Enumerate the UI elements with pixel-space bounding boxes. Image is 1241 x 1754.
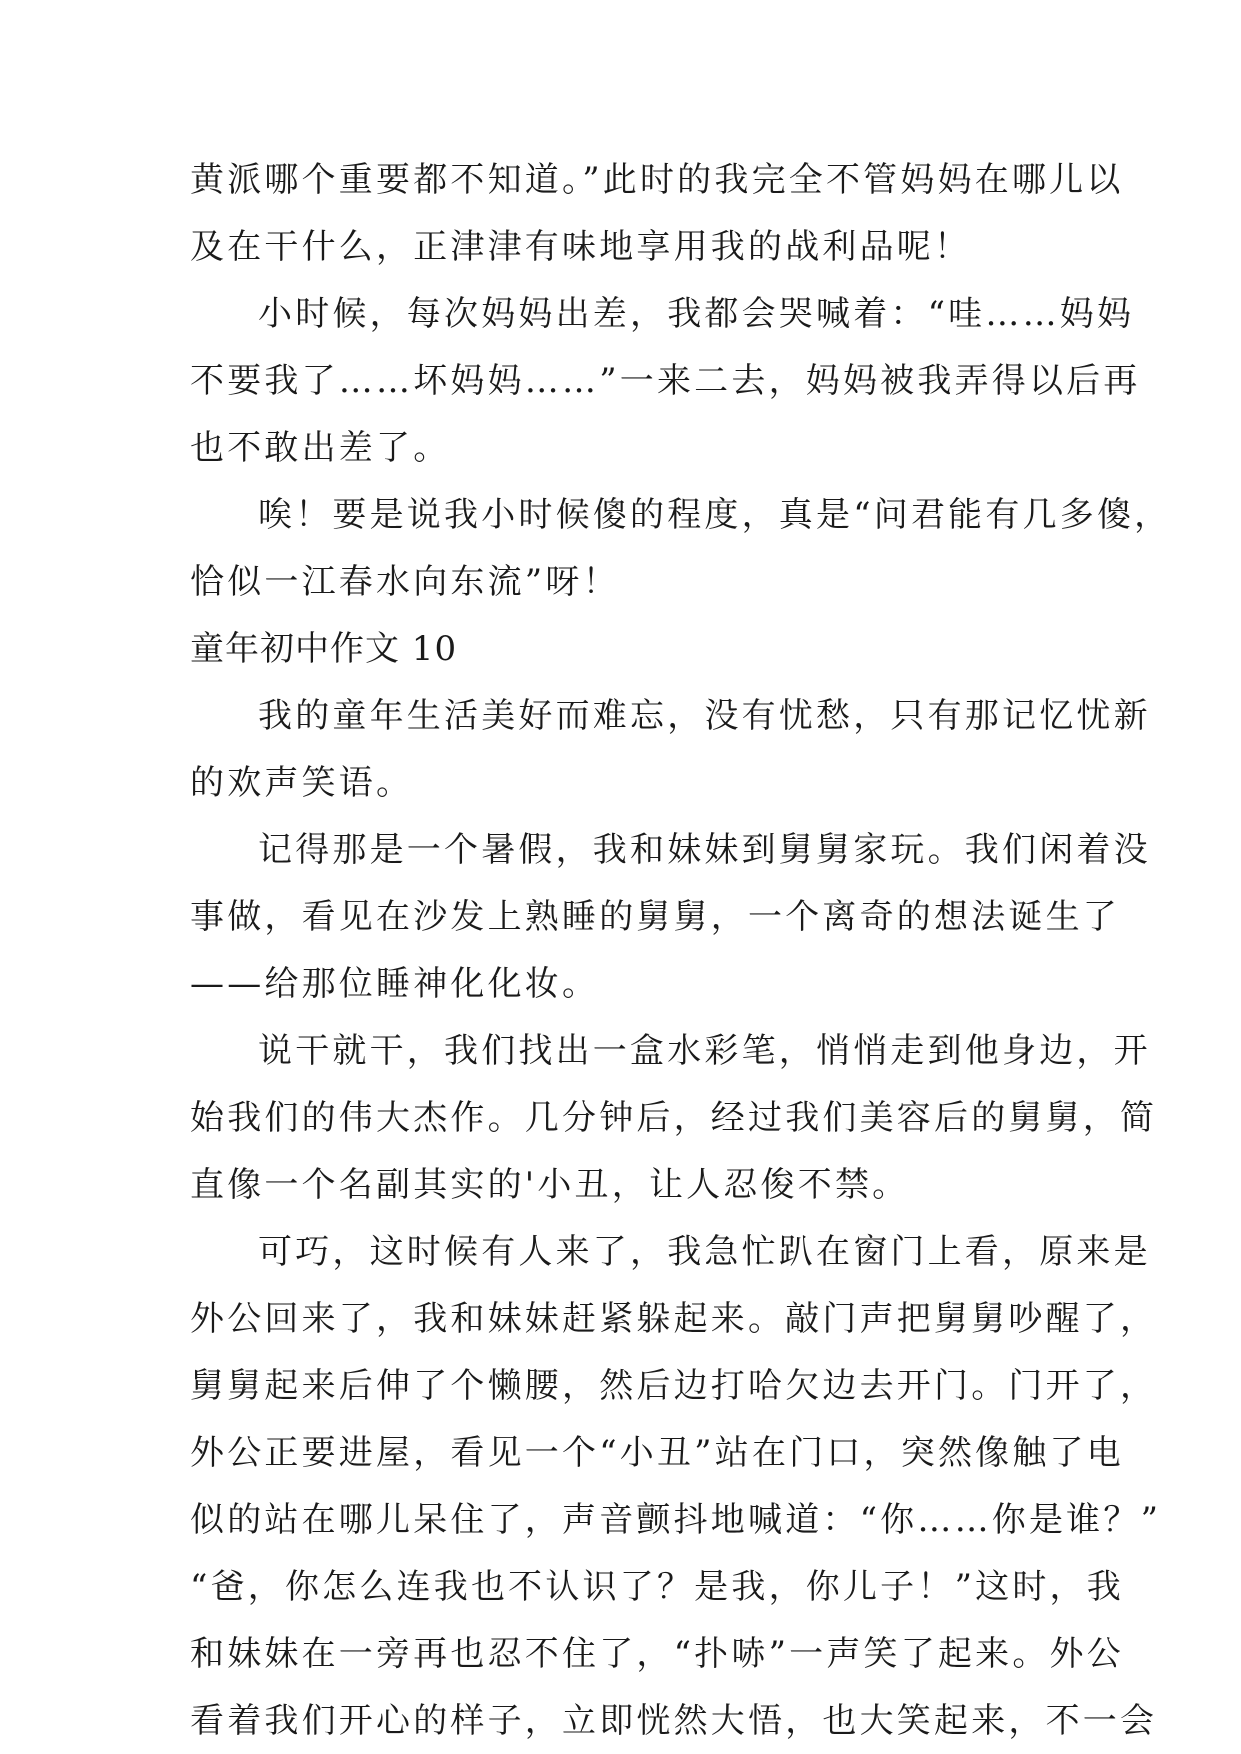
text-line-7: 恰似一江春水向东流”呀！	[190, 562, 620, 602]
text-line-13: ——给那位睡神化化妆。	[190, 964, 600, 1004]
text-line-1: 黄派哪个重要都不知道。”此时的我完全不管妈妈在哪儿以	[190, 160, 1124, 200]
text-line-11: 记得那是一个暑假，我和妹妹到舅舅家玩。我们闲着没	[258, 830, 1151, 870]
section-heading: 童年初中作文 10	[190, 629, 458, 669]
text-line-17: 可巧，这时候有人来了，我急忙趴在窗门上看，原来是	[258, 1232, 1151, 1272]
text-line-5: 也不敢出差了。	[190, 428, 451, 468]
text-line-24: 看着我们开心的样子，立即恍然大悟，也大笑起来，不一会	[190, 1701, 1158, 1741]
text-line-22: “爸，你怎么连我也不认识了？是我，你儿子！”这时，我	[190, 1567, 1124, 1607]
text-line-3: 小时候，每次妈妈出差，我都会哭喊着：“哇……妈妈	[258, 294, 1135, 334]
text-line-23: 和妹妹在一旁再也忍不住了，“扑哧”一声笑了起来。外公	[190, 1634, 1124, 1674]
text-line-12: 事做，看见在沙发上熟睡的舅舅，一个离奇的想法诞生了	[190, 897, 1120, 937]
text-line-4: 不要我了……坏妈妈……”一来二去，妈妈被我弄得以后再	[190, 361, 1141, 401]
text-line-19: 舅舅起来后伸了个懒腰，然后边打哈欠边去开门。门开了，	[190, 1366, 1158, 1406]
text-line-6: 唉！要是说我小时候傻的程度，真是“问君能有几多傻，	[258, 495, 1172, 535]
text-line-14: 说干就干，我们找出一盒水彩笔，悄悄走到他身边，开	[258, 1031, 1151, 1071]
text-line-15: 始我们的伟大杰作。几分钟后，经过我们美容后的舅舅，简	[190, 1098, 1158, 1138]
text-line-21: 似的站在哪儿呆住了，声音颤抖地喊道：“你……你是谁？”	[190, 1500, 1162, 1540]
text-line-18: 外公回来了，我和妹妹赶紧躲起来。敲门声把舅舅吵醒了，	[190, 1299, 1158, 1339]
text-line-9: 我的童年生活美好而难忘，没有忧愁，只有那记忆忧新	[258, 696, 1151, 736]
text-line-2: 及在干什么，正津津有味地享用我的战利品呢！	[190, 227, 972, 267]
text-line-10: 的欢声笑语。	[190, 763, 414, 803]
text-line-20: 外公正要进屋，看见一个“小丑”站在门口，突然像触了电	[190, 1433, 1124, 1473]
text-line-16: 直像一个名副其实的'小丑，让人忍俊不禁。	[190, 1165, 910, 1205]
